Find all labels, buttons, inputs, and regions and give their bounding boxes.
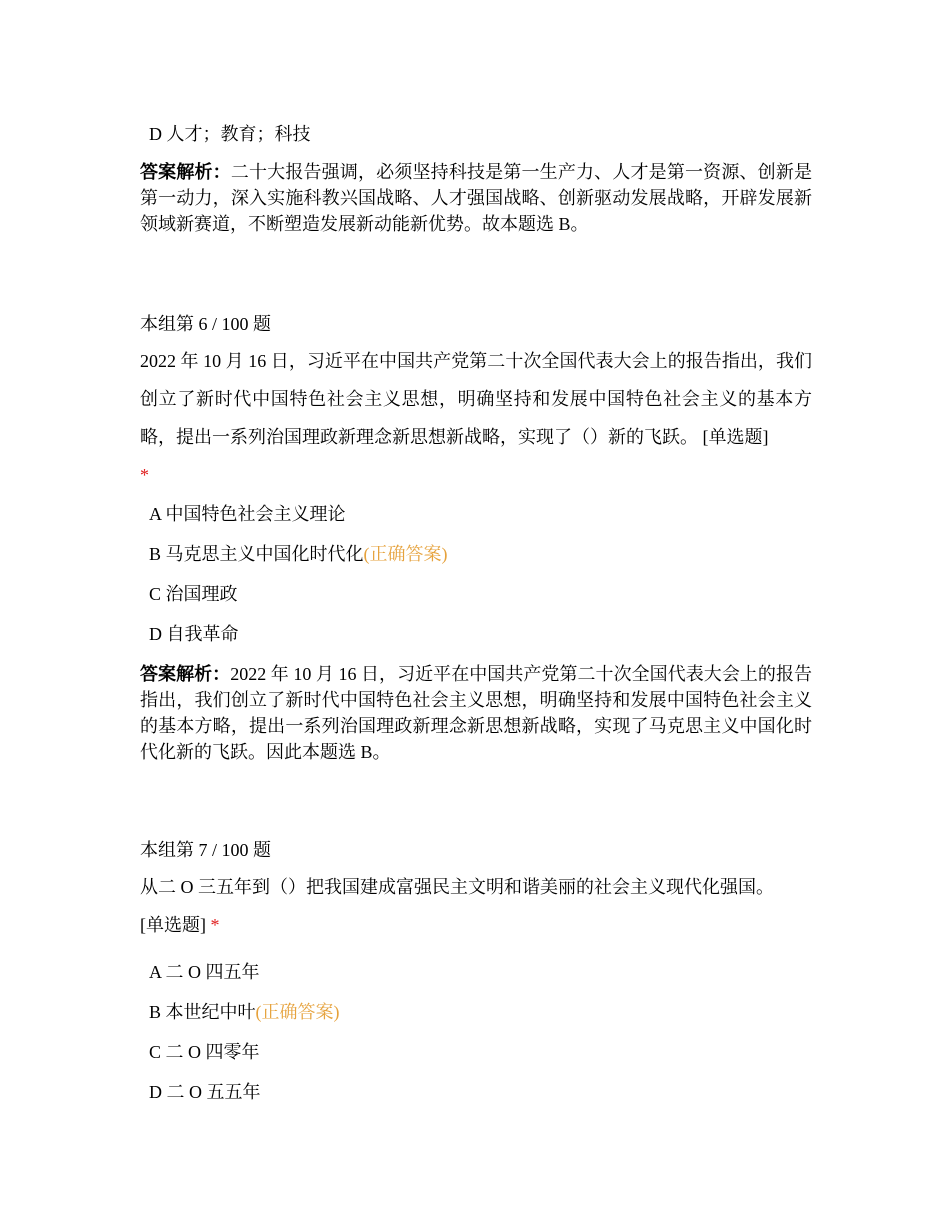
question-text: 2022 年 10 月 16 日，习近平在中国共产党第二十次全国代表大会上的报告指出，我们创立了新时代中国特色社会主义思想，明确坚持和发展中国特色社会主义的基本方略，提出一系列治国理政新理念新思想新战略，实现了（）新的飞跃。 [单选题] — [140, 351, 812, 447]
q6-answer-analysis — [140, 661, 812, 765]
q6-option-b — [149, 542, 448, 566]
analysis-label: 答案解析： — [140, 162, 231, 182]
q7-option-b — [149, 1000, 340, 1024]
option-text: C 二 O 四零年 — [149, 1042, 260, 1062]
q6-option-d — [149, 622, 239, 646]
q7-option-a — [149, 960, 260, 984]
option-text: D 自我革命 — [149, 624, 239, 644]
analysis-text: 2022 年 10 月 16 日，习近平在中国共产党第二十次全国代表大会上的报告指出，我们创立了新时代中国特色社会主义思想，明确坚持和发展中国特色社会主义的基本方略，提出一系列治国理政新理念新思想新战略，实现了马克思主义中国化时代化新的飞跃。因此本题选 B。 — [140, 664, 813, 762]
q7-group-title: 本组第 7 / 100 题 — [140, 840, 272, 860]
q7-question-text — [140, 868, 812, 944]
required-mark: * — [210, 915, 220, 935]
option-text: B 马克思主义中国化时代化 — [149, 544, 364, 564]
q6-question-text — [140, 342, 812, 494]
q7-option-d — [149, 1080, 261, 1104]
required-mark: * — [140, 465, 149, 485]
analysis-text: 二十大报告强调，必须坚持科技是第一生产力、人才是第一资源、创新是第一动力，深入实施科教兴国战略、人才强国战略、创新驱动发展战略，开辟发展新领域新赛道，不断塑造发展新动能新优势。故本题选 B。 — [140, 162, 813, 234]
question-type: [单选题] — [140, 915, 206, 935]
correct-answer-tag: (正确答案) — [363, 544, 448, 564]
option-text: D 人才；教育；科技 — [149, 124, 311, 144]
q6-option-a — [149, 502, 346, 526]
q5-answer-analysis — [140, 159, 812, 237]
correct-answer-tag: (正确答案) — [255, 1002, 340, 1022]
analysis-label: 答案解析： — [140, 664, 231, 684]
q6-group-title: 本组第 6 / 100 题 — [140, 314, 272, 334]
q7-option-c — [149, 1040, 260, 1064]
question-text: 从二 O 三五年到（）把我国建成富强民主文明和谐美丽的社会主义现代化强国。 — [140, 877, 774, 897]
q6-option-c — [149, 582, 238, 606]
option-text: D 二 O 五五年 — [149, 1082, 261, 1102]
option-text: B 本世纪中叶 — [149, 1002, 256, 1022]
option-text: C 治国理政 — [149, 584, 238, 604]
option-text: A 二 O 四五年 — [149, 962, 260, 982]
option-text: A 中国特色社会主义理论 — [149, 504, 346, 524]
q5-option-d — [149, 122, 311, 146]
